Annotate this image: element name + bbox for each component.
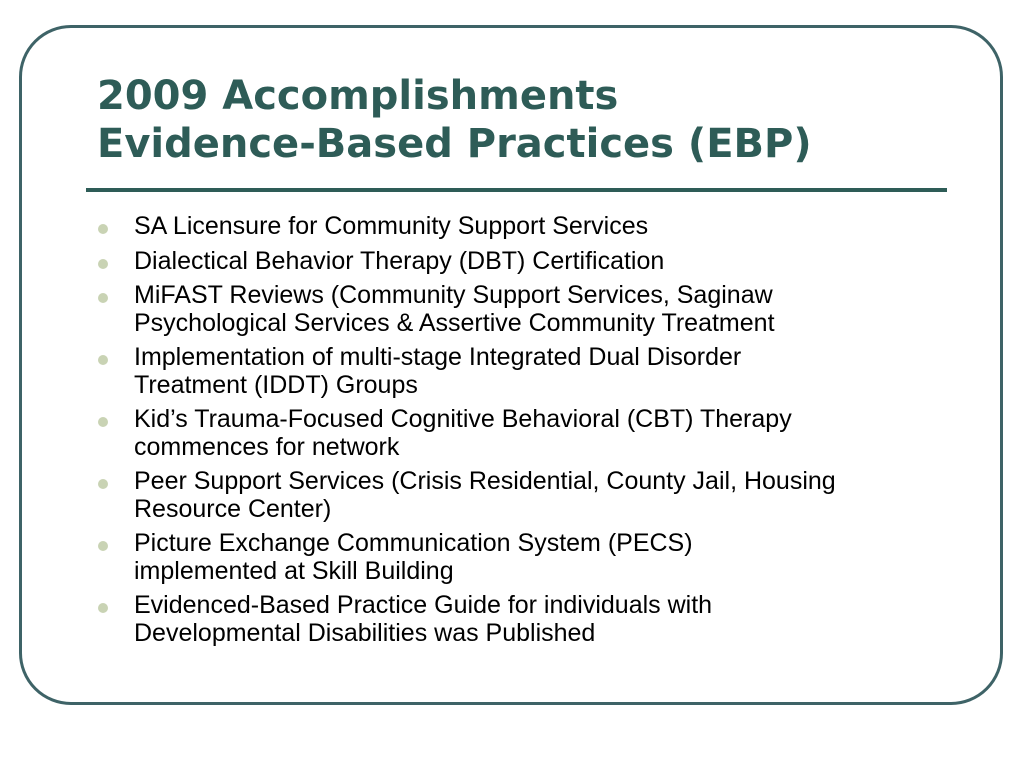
bullet-text: Dialectical Behavior Therapy (DBT) Certification bbox=[134, 246, 665, 275]
bullet-dot-icon bbox=[98, 355, 108, 365]
bullet-item bbox=[96, 282, 956, 337]
bullet-item bbox=[96, 406, 956, 461]
bullet-text: MiFAST Reviews (Community Support Services, Saginaw Psychological Services & Assertive Community Treatment bbox=[134, 281, 775, 337]
bullet-dot-icon bbox=[98, 479, 108, 489]
bullet-text: Evidenced-Based Practice Guide for individuals with Developmental Disabilities was Published bbox=[134, 591, 713, 647]
bullet-item bbox=[96, 592, 956, 647]
bullet-dot-icon bbox=[98, 417, 108, 427]
bullet-item bbox=[96, 344, 956, 399]
bullet-item bbox=[96, 530, 956, 585]
bullet-text: Kid’s Trauma-Focused Cognitive Behavioral (CBT) Therapy commences for network bbox=[134, 405, 792, 461]
bullet-text: Implementation of multi-stage Integrated Dual Disorder Treatment (IDDT) Groups bbox=[134, 343, 742, 399]
bullet-item bbox=[96, 213, 956, 241]
bullet-item bbox=[96, 248, 956, 276]
bullet-dot-icon bbox=[98, 224, 108, 234]
title-underline bbox=[86, 188, 947, 192]
bullet-dot-icon bbox=[98, 259, 108, 269]
bullet-dot-icon bbox=[98, 541, 108, 551]
title-line-1: 2009 Accomplishments bbox=[97, 73, 619, 119]
bullet-text: SA Licensure for Community Support Services bbox=[134, 212, 649, 240]
bullet-text: Picture Exchange Communication System (PECS) implemented at Skill Building bbox=[134, 529, 693, 585]
title-line-2: Evidence-Based Practices (EBP) bbox=[97, 121, 812, 167]
bullet-text: Peer Support Services (Crisis Residential, County Jail, Housing Resource Center) bbox=[134, 467, 836, 523]
bullet-dot-icon bbox=[98, 603, 108, 613]
bullet-dot-icon bbox=[98, 293, 108, 303]
slide-title bbox=[97, 72, 812, 168]
bullet-item bbox=[96, 468, 956, 523]
bullet-list bbox=[96, 213, 956, 654]
